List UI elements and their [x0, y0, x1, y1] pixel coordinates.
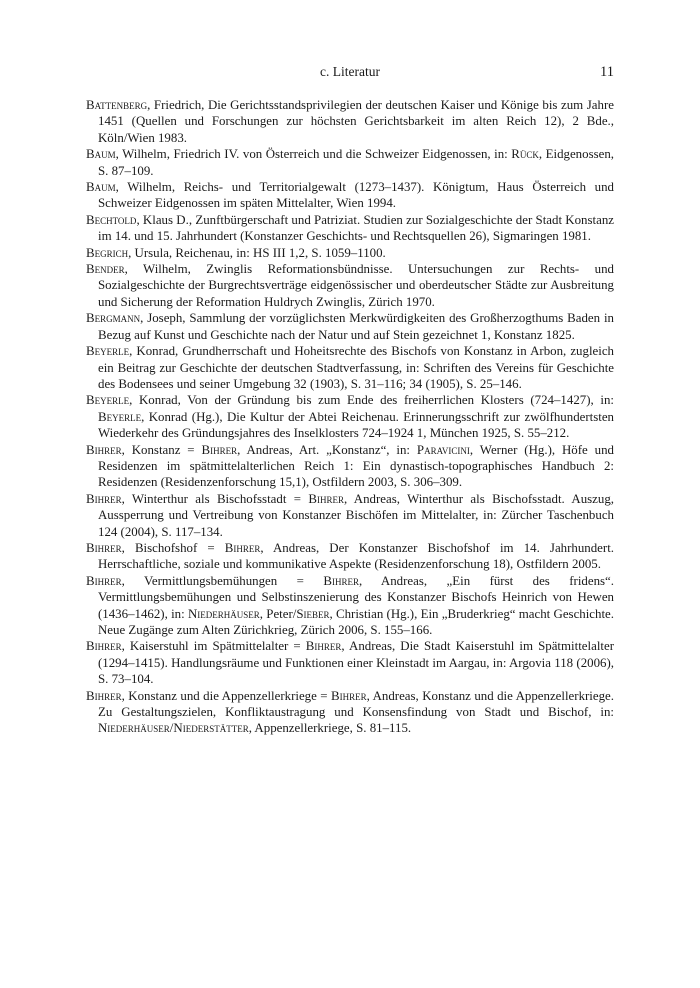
bibliography-entry [86, 261, 614, 310]
entry-text: , Appenzellerkriege, S. 81–115. [248, 721, 412, 736]
entry-author: Begrich [86, 245, 129, 260]
entry-text: , Friedrich, Die Gerichtsstandsprivilegien der deutschen Kaiser und Könige bis zum Jahre 1451 (Quellen und Forschungen zur höchsten Gerichtsbarkeit im alten Reich 12), 2 Bde., Köln/Wien 1983. [98, 98, 614, 145]
entry-reference-author: Niederhäuser [187, 606, 260, 621]
entry-text: , Ursula, Reichenau, in: HS III 1,2, S. 1059–1100. [128, 245, 386, 260]
entry-author: Bihrer [86, 688, 122, 703]
entry-reference-author: Bihrer [323, 573, 359, 588]
entry-text: , Konstanz und die Appenzellerkriege = [121, 688, 332, 703]
entry-author: Bechtold [86, 212, 137, 227]
entry-reference-author: Niederhäuser/Niederstätter [98, 721, 249, 736]
entry-author: Bihrer [86, 442, 122, 457]
entry-author: Bihrer [86, 639, 122, 654]
bibliography-entry [86, 212, 614, 245]
entry-text: , Winterthur als Bischofsstadt = [121, 491, 309, 506]
entry-author: Baum [86, 180, 116, 195]
bibliography-entry [86, 97, 614, 146]
entry-text: , Vermittlungsbemühungen = [121, 573, 324, 588]
entry-reference-author: Beyerle [98, 409, 142, 424]
bibliography-entry [86, 688, 614, 737]
entry-text: , Wilhelm, Friedrich IV. von Österreich und die Schweizer Eidgenossen, in: [115, 147, 512, 162]
bibliography-entry [86, 491, 614, 540]
bibliography-entry [86, 573, 614, 639]
bibliography-entry [86, 392, 614, 441]
entry-text: , Christian (Hg.), Ein „Bruderkrieg“ macht Geschichte. Neue Zugänge zum Alten Zürichkrieg, Zürich 2006, S. 155–166. [98, 606, 615, 637]
entry-text: , Wilhelm, Zwinglis Reformationsbündnisse. Untersuchungen zur Rechts- und Sozialgeschichte der Burgrechtsverträge eidgenössischer und oberdeutscher Städte zur Ausbreitung und Sicherung der Reformation Huldrych Zwinglis, Zürich 1970. [98, 262, 614, 309]
entry-text: , Andreas, Konstanz und die Appenzellerkriege. Zu Gestaltungszielen, Konfliktaustragung und Konsensfindung von Stadt und Bischof, in: [98, 688, 614, 720]
bibliography-entry [86, 245, 614, 261]
bibliography-entry [86, 442, 614, 491]
entry-author: Bergmann [86, 311, 141, 326]
entry-author: Beyerle [86, 393, 130, 408]
entry-text: , Konrad, Grundherrschaft und Hoheitsrechte des Bischofs von Konstanz in Arbon, zugleich ein Beitrag zur Geschichte der deutschen Stadtverfassung, in: Schriften des Vereins für Geschichte des Bodensees und seiner Umgebung 32 (1903), S. 31–116; 34 (1905), S. 25–146. [98, 344, 614, 391]
entry-reference-author: Sieber [296, 606, 330, 621]
entry-text: , Konrad, Von der Gründung bis zum Ende des freiherrlichen Klosters (724–1427), in: [129, 393, 614, 408]
entry-reference-author: Bihrer [308, 491, 344, 506]
entry-reference-author: Bihrer [201, 442, 238, 457]
entry-reference-author: Bihrer [224, 540, 261, 555]
entry-text: , Bischofshof = [121, 540, 225, 555]
bibliography-entry [86, 540, 614, 573]
bibliography-entry [86, 638, 614, 687]
entry-reference-author: Paravicini [416, 442, 470, 457]
entry-text: , Peter/ [259, 606, 297, 621]
entry-author: Baum [86, 147, 116, 162]
bibliography-list [86, 97, 614, 737]
running-head: c. Literatur [320, 64, 380, 79]
entry-text: , Andreas, Art. „Konstanz“, in: [237, 442, 417, 457]
entry-text: , Wilhelm, Reichs- und Territorialgewalt (1273–1437). Königtum, Haus Österreich und Schweizer Eidgenossen im späten Mittelalter, Wien 1994. [98, 180, 614, 211]
bibliography-entry [86, 310, 614, 343]
entry-author: Bender [86, 262, 125, 277]
entry-author: Battenberg [86, 98, 148, 112]
entry-text: , Klaus D., Zunftbürgerschaft und Patriziat. Studien zur Sozialgeschichte der Stadt Konstanz im 14. und 15. Jahrhundert (Konstanzer Geschichts- und Rechtsquellen 26), Sigmaringen 1981. [98, 212, 614, 244]
entry-text: , Eidgenossen, S. 87–109. [98, 147, 614, 178]
entry-text: , Konrad (Hg.), Die Kultur der Abtei Reichenau. Erinnerungsschrift zur zwölfhundertsten Wiederkehr des Gründungsjahres des Inselklosters 724–1924 1, München 1925, S. 55–212. [98, 409, 614, 441]
entry-reference-author: Rück [511, 147, 539, 162]
bibliography-entry [86, 179, 614, 212]
entry-reference-author: Bihrer [305, 639, 342, 654]
page-header [86, 64, 614, 84]
entry-text: , Andreas, Winterthur als Bischofsstadt. Auszug, Aussperrung und Vertreibung von Konstanzer Bischöfen im Mittelalter, in: Zürcher Taschenbuch 124 (2004), S. 117–134. [98, 491, 614, 539]
entry-reference-author: Bihrer [331, 688, 367, 703]
entry-text: , Andreas, Der Konstanzer Bischofshof im 14. Jahrhundert. Herrschaftliche, soziale und kommunikative Aspekte (Residenzenforschung 18), Ostfildern 2005. [98, 540, 614, 572]
page-number: 11 [600, 64, 614, 80]
entry-text: , Kaiserstuhl im Spätmittelalter = [121, 639, 306, 654]
bibliography-entry [86, 343, 614, 392]
entry-text: , Joseph, Sammlung der vorzüglichsten Merkwürdigkeiten des Großherzogthums Baden in Bezug auf Kunst und Geschichte nach der Natur und auf Stein gezeichnet 1, Konstanz 1825. [98, 311, 614, 342]
entry-author: Bihrer [86, 491, 122, 506]
entry-text: , Andreas, Die Stadt Kaiserstuhl im Spätmittelalter (1294–1415). Handlungsräume und Funktionen einer Kleinstadt im Aargau, in: Argovia 118 (2006), S. 73–104. [98, 639, 614, 687]
entry-author: Bihrer [86, 573, 122, 588]
entry-author: Bihrer [86, 540, 122, 555]
entry-text: , Konstanz = [121, 442, 202, 457]
entry-text: , Werner (Hg.), Höfe und Residenzen im spätmittelalterlichen Reich 1: Ein dynastisch-topographisches Handbuch 2: Residenzen (Residenzenforschung 15,1), Ostfildern 2003, S. 306–309. [98, 442, 614, 490]
entry-author: Beyerle [86, 344, 130, 359]
bibliography-entry [86, 146, 614, 179]
entry-text: , Andreas, „Ein fürst des fridens“. Vermittlungsbemühungen und Selbstinszenierung des Konstanzer Bischofs Heinrich von Hewen (1436–1462), in: [98, 573, 614, 621]
